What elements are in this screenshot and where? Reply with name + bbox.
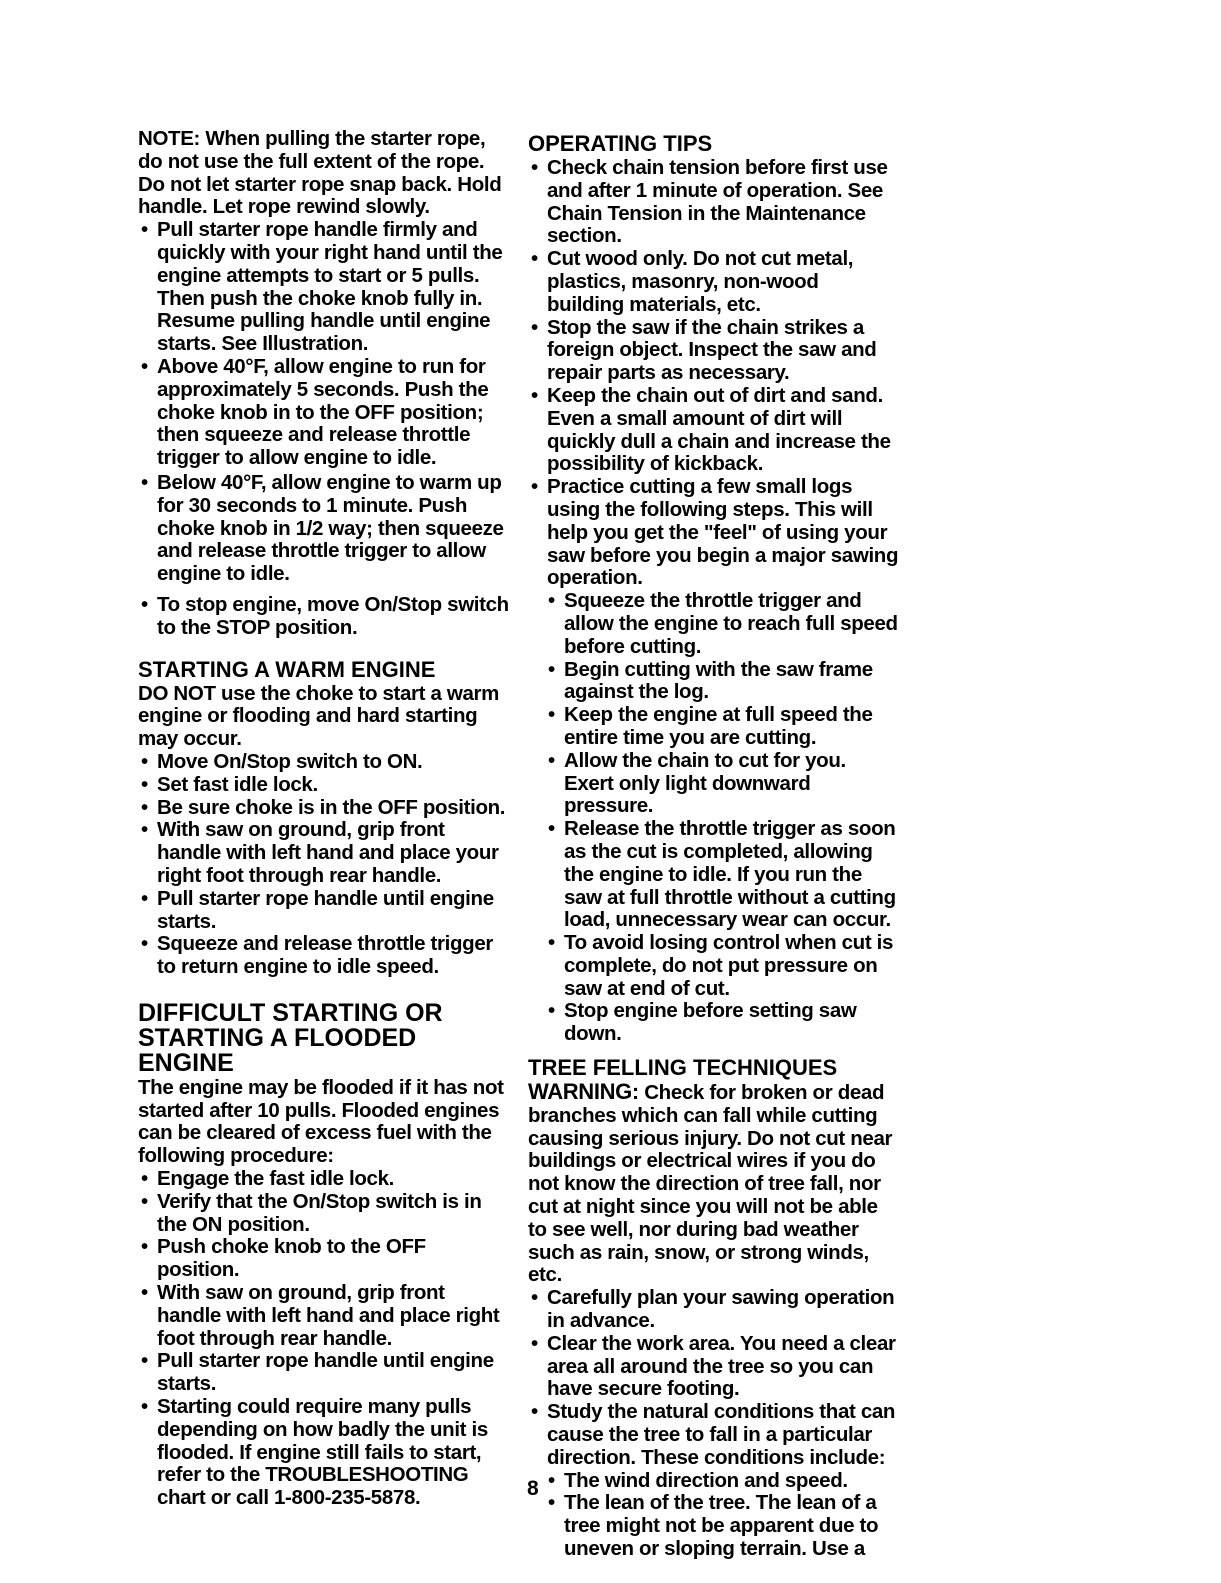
list-item: • Starting could require many pulls depending on how badly the unit is flooded. If engine still fails to start, refer to the TROUBLESHOOTING chart or call 1-800-235-5878.: [138, 1396, 513, 1510]
list-item: • Verify that the On/Stop switch is in the ON position.: [138, 1191, 513, 1237]
practice-steps-list: [545, 590, 900, 1046]
list-item: • Keep the chain out of dirt and sand. Even a small amount of dirt will quickly dull a chain and increase the possibility of kickback.: [528, 385, 900, 476]
list-item: • Set fast idle lock.: [138, 774, 513, 797]
list-item: • Allow the chain to cut for you. Exert only light downward pressure.: [545, 750, 900, 818]
list-item: • Study the natural conditions that can cause the tree to fall in a particular direction. These conditions include:: [528, 1401, 900, 1469]
list-item: • Begin cutting with the saw frame against the log.: [545, 659, 900, 705]
list-item: • Check chain tension before first use and after 1 minute of operation. See Chain Tension in the Maintenance section.: [528, 157, 900, 248]
list-item: • Release the throttle trigger as soon as the cut is completed, allowing the engine to idle. If you run the saw at full throttle without a cutting load, unnecessary wear can occur.: [545, 818, 900, 932]
list-item: • Carefully plan your sawing operation in advance.: [528, 1287, 900, 1333]
list-item: • With saw on ground, grip front handle with left hand and place right foot through rear handle.: [138, 1282, 513, 1350]
list-item: • Cut wood only. Do not cut metal, plastics, masonry, non-wood building materials, etc.: [528, 248, 900, 316]
felling-warning: [528, 1081, 900, 1287]
list-item: • Keep the engine at full speed the entire time you are cutting.: [545, 704, 900, 750]
warm-engine-intro: DO NOT use the choke to start a warm engine or flooding and hard starting may occur.: [138, 681, 500, 751]
flooded-engine-steps: [138, 1168, 513, 1510]
warning-label: WARNING:: [528, 1079, 639, 1105]
list-item: • Below 40°F, allow engine to warm up for 30 seconds to 1 minute. Push choke knob in 1/2 way; then squeeze and release throttle trigger to allow engine to idle.: [138, 472, 513, 586]
tree-felling-heading: TREE FELLING TECHNIQUES: [528, 1055, 838, 1081]
felling-steps-list: [528, 1287, 900, 1469]
list-item: • To avoid losing control when cut is complete, do not put pressure on saw at end of cut.: [545, 932, 900, 1000]
note-bullet-list: [138, 219, 513, 639]
list-item: • Stop the saw if the chain strikes a foreign object. Inspect the saw and repair parts as necessary.: [528, 317, 900, 385]
warm-engine-heading: STARTING A WARM ENGINE: [138, 656, 436, 682]
operating-tips-heading: OPERATING TIPS: [528, 131, 713, 156]
list-item: • To stop engine, move On/Stop switch to the STOP position.: [138, 594, 513, 640]
list-item: • The lean of the tree. The lean of a tree might not be apparent due to uneven or sloping terrain. Use a: [545, 1492, 900, 1560]
starter-rope-note: NOTE: When pulling the starter rope, do not use the full extent of the rope. Do not let starter rope snap back. Hold handle. Let rope rewind slowly.: [138, 127, 502, 219]
left-column: [138, 128, 513, 1510]
heading-line-2: STARTING A FLOODED ENGINE: [138, 1023, 417, 1077]
fall-conditions-list: [545, 1470, 900, 1561]
flooded-engine-heading: [138, 998, 513, 1077]
list-item: • Pull starter rope handle until engine starts.: [138, 1350, 513, 1396]
list-item: • Clear the work area. You need a clear area all around the tree so you can have secure footing.: [528, 1333, 900, 1401]
operating-tips-list: [528, 157, 900, 590]
list-item: • Pull starter rope handle firmly and quickly with your right hand until the engine attempts to start or 5 pulls. Then push the choke knob fully in. Resume pulling handle until engine starts. See Illustration.: [138, 219, 513, 356]
list-item: • The wind direction and speed.: [545, 1470, 900, 1493]
warning-text: Check for broken or dead branches which can fall while cutting causing serious injury. Do not cut near buildings or electrical wires if you do not know the direction of tree fall, nor cut at night since you will not be able to see well, nor during bad weather such as rain, snow, or strong winds, etc.: [528, 1081, 893, 1287]
right-column: [528, 128, 900, 1561]
list-item: • Above 40°F, allow engine to run for approximately 5 seconds. Push the choke knob in to the OFF position; then squeeze and release throttle trigger to allow engine to idle.: [138, 356, 513, 470]
list-item: • Push choke knob to the OFF position.: [138, 1236, 513, 1282]
heading-line-1: DIFFICULT STARTING OR: [138, 998, 443, 1027]
list-item: • Practice cutting a few small logs using the following steps. This will help you get the "feel" of using your saw before you begin a major sawing operation.: [528, 476, 900, 590]
list-item: • Move On/Stop switch to ON.: [138, 751, 513, 774]
flooded-engine-intro: The engine may be flooded if it has not started after 10 pulls. Flooded engines can be cleared of excess fuel with the following procedure:: [138, 1075, 504, 1168]
page-number: 8: [527, 1477, 539, 1500]
warm-engine-steps: [138, 751, 513, 979]
list-item: • Squeeze the throttle trigger and allow the engine to reach full speed before cutting.: [545, 590, 900, 658]
list-item: • Stop engine before setting saw down.: [545, 1000, 900, 1046]
list-item: • Squeeze and release throttle trigger to return engine to idle speed.: [138, 933, 513, 979]
list-item: • Pull starter rope handle until engine starts.: [138, 888, 513, 934]
list-item: • Be sure choke is in the OFF position.: [138, 797, 513, 820]
list-item: • With saw on ground, grip front handle with left hand and place your right foot through rear handle.: [138, 819, 513, 887]
list-item: • Engage the fast idle lock.: [138, 1168, 513, 1191]
